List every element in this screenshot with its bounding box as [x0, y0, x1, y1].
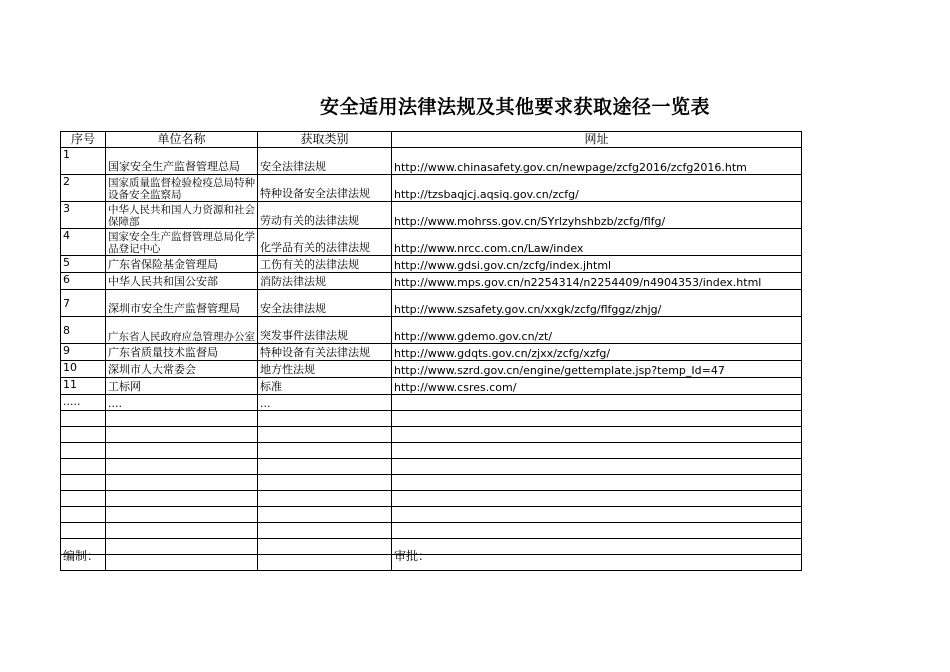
- table-row: [61, 229, 802, 256]
- header-row: [61, 132, 802, 148]
- row-unit: 广东省人民政府应急管理办公室: [106, 317, 258, 344]
- row-url[interactable]: http://www.mps.gov.cn/n2254314/n2254409/n4904353/index.html: [392, 273, 802, 290]
- row-category: 化学品有关的法律法规: [258, 229, 392, 256]
- empty-cell: [258, 475, 392, 491]
- row-no: 2: [61, 175, 106, 202]
- header-url: 网址: [392, 132, 802, 148]
- row-category: 消防法律法规: [258, 273, 392, 290]
- row-category: 安全法律法规: [258, 290, 392, 317]
- document-title: 安全适用法律法规及其他要求获取途径一览表: [319, 96, 710, 118]
- empty-cell: [258, 427, 392, 443]
- row-url[interactable]: http://www.gdqts.gov.cn/zjxx/zcfg/xzfg/: [392, 344, 802, 361]
- empty-cell: [392, 443, 802, 459]
- empty-cell: [392, 555, 802, 571]
- table-row: [61, 290, 802, 317]
- row-no: 9: [61, 344, 106, 361]
- empty-cell: [61, 459, 106, 475]
- row-url[interactable]: http://www.gdsi.gov.cn/zcfg/index.jhtml: [392, 256, 802, 273]
- row-unit: ....: [106, 395, 258, 411]
- row-unit: 国家安全生产监督管理总局化学品登记中心: [106, 229, 258, 256]
- row-no: 5: [61, 256, 106, 273]
- row-unit: 工标网: [106, 378, 258, 395]
- row-unit: 广东省保险基金管理局: [106, 256, 258, 273]
- row-unit: 广东省质量技术监督局: [106, 344, 258, 361]
- table-row: [61, 344, 802, 361]
- row-unit: 中华人民共和国人力资源和社会保障部: [106, 202, 258, 229]
- row-unit: 国家安全生产监督管理总局: [106, 148, 258, 175]
- empty-cell: [106, 443, 258, 459]
- row-no: 7: [61, 290, 106, 317]
- row-category: 工伤有关的法律法规: [258, 256, 392, 273]
- empty-cell: [258, 411, 392, 427]
- empty-cell: [106, 523, 258, 539]
- row-category: 地方性法规: [258, 361, 392, 378]
- empty-cell: [258, 507, 392, 523]
- row-category: 特种设备有关法律法规: [258, 344, 392, 361]
- empty-cell: [392, 491, 802, 507]
- row-no: 1: [61, 148, 106, 175]
- row-unit: 中华人民共和国公安部: [106, 273, 258, 290]
- table-row: [61, 273, 802, 290]
- row-category: 标准: [258, 378, 392, 395]
- empty-cell: [258, 555, 392, 571]
- empty-cell: [258, 523, 392, 539]
- row-no: 4: [61, 229, 106, 256]
- row-category: ...: [258, 395, 392, 411]
- row-url[interactable]: http://tzsbaqjcj.aqsiq.gov.cn/zcfg/: [392, 175, 802, 202]
- row-unit: 深圳市安全生产监督管理局: [106, 290, 258, 317]
- empty-cell: [258, 443, 392, 459]
- empty-cell: [392, 427, 802, 443]
- row-url[interactable]: http://www.nrcc.com.cn/Law/index: [392, 229, 802, 256]
- row-category: 安全法律法规: [258, 148, 392, 175]
- empty-cell: [392, 411, 802, 427]
- row-no: 8: [61, 317, 106, 344]
- empty-cell: [61, 491, 106, 507]
- table-row: [61, 175, 802, 202]
- empty-row: [61, 539, 802, 555]
- empty-cell: [392, 475, 802, 491]
- empty-cell: [61, 507, 106, 523]
- empty-cell: [106, 539, 258, 555]
- row-url[interactable]: http://www.csres.com/: [392, 378, 802, 395]
- empty-row: [61, 523, 802, 539]
- empty-cell: [258, 491, 392, 507]
- empty-cell: [106, 475, 258, 491]
- empty-cell: [106, 555, 258, 571]
- row-category: 突发事件法律法规: [258, 317, 392, 344]
- table-row: [61, 148, 802, 175]
- empty-row: [61, 443, 802, 459]
- table-row: [61, 317, 802, 344]
- empty-cell: [61, 411, 106, 427]
- row-category: 劳动有关的法律法规: [258, 202, 392, 229]
- header-unit: 单位名称: [106, 132, 258, 148]
- empty-cell: [61, 443, 106, 459]
- prepared-by-label: 编制：: [63, 549, 100, 563]
- header-category: 获取类别: [258, 132, 392, 148]
- empty-cell: [106, 507, 258, 523]
- table-row: [61, 361, 802, 378]
- row-url[interactable]: http://www.szrd.gov.cn/engine/gettemplate.jsp?temp_Id=47: [392, 361, 802, 378]
- empty-row: [61, 459, 802, 475]
- row-url[interactable]: http://www.gdemo.gov.cn/zt/: [392, 317, 802, 344]
- empty-cell: [258, 459, 392, 475]
- header-no: 序号: [61, 132, 106, 148]
- row-unit: 深圳市人大常委会: [106, 361, 258, 378]
- empty-cell: [392, 539, 802, 555]
- row-unit: 国家质量监督检验检疫总局特种设备安全监察局: [106, 175, 258, 202]
- row-url[interactable]: http://www.szsafety.gov.cn/xxgk/zcfg/flfggz/zhjg/: [392, 290, 802, 317]
- empty-row: [61, 475, 802, 491]
- empty-row: [61, 555, 802, 571]
- empty-cell: [258, 539, 392, 555]
- empty-row: [61, 411, 802, 427]
- empty-row: [61, 507, 802, 523]
- table-row: [61, 256, 802, 273]
- row-category: 特种设备安全法律法规: [258, 175, 392, 202]
- empty-cell: [106, 459, 258, 475]
- empty-row: [61, 491, 802, 507]
- empty-cell: [392, 507, 802, 523]
- row-url: [392, 395, 802, 411]
- row-url[interactable]: http://www.chinasafety.gov.cn/newpage/zcfg2016/zcfg2016.htm: [392, 148, 802, 175]
- empty-cell: [392, 459, 802, 475]
- row-no: .....: [61, 395, 106, 411]
- approved-by-label: 审批：: [394, 549, 431, 563]
- empty-cell: [61, 427, 106, 443]
- table-row: [61, 378, 802, 395]
- row-no: 11: [61, 378, 106, 395]
- regulations-table: [60, 131, 802, 571]
- empty-cell: [392, 523, 802, 539]
- row-no: 10: [61, 361, 106, 378]
- empty-cell: [106, 427, 258, 443]
- empty-row: [61, 427, 802, 443]
- empty-cell: [106, 491, 258, 507]
- table-row: [61, 202, 802, 229]
- row-no: 6: [61, 273, 106, 290]
- row-no: 3: [61, 202, 106, 229]
- row-url[interactable]: http://www.mohrss.gov.cn/SYrlzyhshbzb/zcfg/flfg/: [392, 202, 802, 229]
- empty-cell: [106, 411, 258, 427]
- empty-cell: [61, 475, 106, 491]
- table-row: [61, 395, 802, 411]
- empty-cell: [61, 523, 106, 539]
